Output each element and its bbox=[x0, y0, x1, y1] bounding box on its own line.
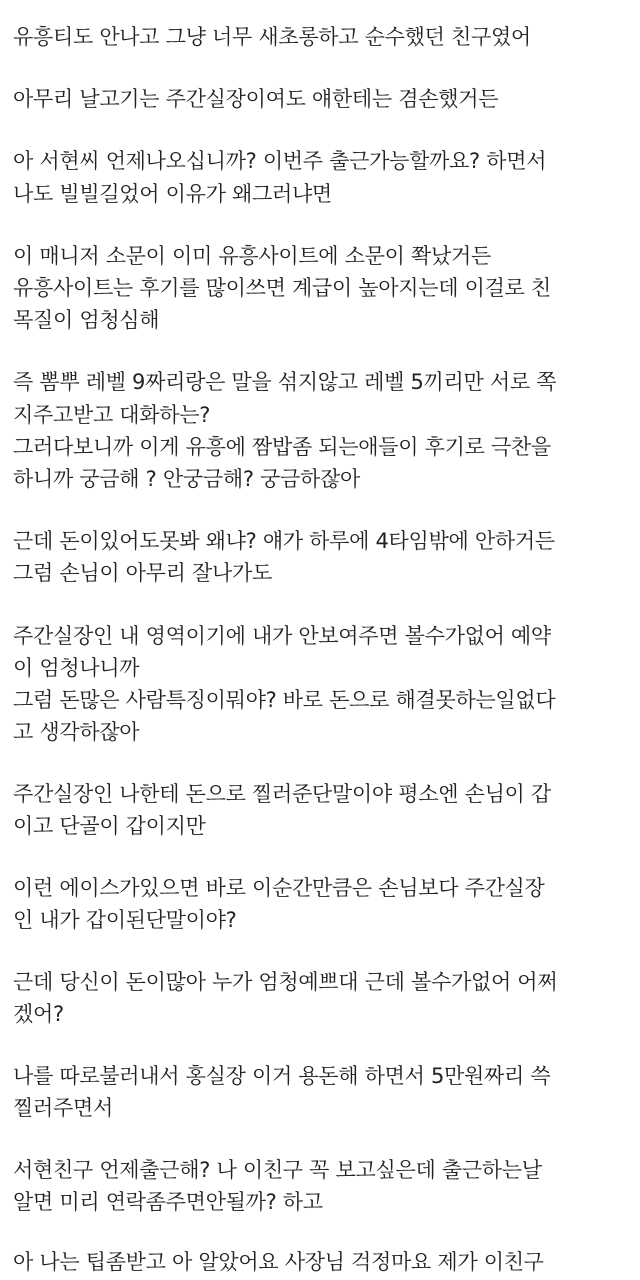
text-line: 이런 에이스가있으면 바로 이순간만큼은 손님보다 주간실장 bbox=[13, 876, 545, 900]
text-line: 고 생각하잖아 bbox=[13, 720, 140, 744]
text-line: 아무리 날고기는 주간실장이여도 얘한테는 겸손했거든 bbox=[13, 87, 499, 111]
text-line: 근데 돈이있어도못봐 왜냐? 얘가 하루에 4타임밖에 안하거든 bbox=[13, 529, 555, 553]
text-line: 그러다보니까 이게 유흥에 짬밥좀 되는애들이 후기로 극찬을 bbox=[13, 435, 551, 459]
text-line: 이고 단골이 갑이지만 bbox=[13, 814, 206, 838]
text-line: 주간실장인 나한테 돈으로 찔러준단말이야 평소엔 손님이 갑 bbox=[13, 782, 551, 806]
text-line: 하니까 궁금해 ? 안궁금해? 궁금하잖아 bbox=[13, 467, 360, 491]
text-line: 인 내가 갑이된단말이야? bbox=[13, 908, 237, 932]
text-line: 아 서현씨 언제나오십니까? 이번주 출근가능할까요? 하면서 bbox=[13, 149, 547, 173]
text-line: 유흥티도 안나고 그냥 너무 새초롱하고 순수했던 친구였어 bbox=[13, 25, 531, 49]
text-line: 유흥사이트는 후기를 많이쓰면 계급이 높아지는데 이걸로 친 bbox=[13, 276, 551, 300]
text-line: 그럼 돈많은 사람특징이뭐야? 바로 돈으로 해결못하는일없다 bbox=[13, 688, 556, 712]
text-line: 알면 미리 연락좀주면안될까? 하고 bbox=[13, 1190, 323, 1214]
text-line: 나도 빌빌길었어 이유가 왜그러냐면 bbox=[13, 182, 332, 206]
text-line: 그럼 손님이 아무리 잘나가도 bbox=[13, 561, 272, 585]
text-line: 지주고받고 대화하는? bbox=[13, 403, 211, 427]
text-line: 찔러주면서 bbox=[13, 1096, 113, 1120]
text-line: 주간실장인 내 영역이기에 내가 안보여주면 볼수가없어 예약 bbox=[13, 624, 551, 648]
text-line: 나를 따로불러내서 홍실장 이거 용돈해 하면서 5만원짜리 쓱 bbox=[13, 1064, 551, 1088]
text-line: 이 엄청나니까 bbox=[13, 656, 140, 680]
text-line: 즉 뽐뿌 레벨 9짜리랑은 말을 섞지않고 레벨 5끼리만 서로 쪽 bbox=[13, 370, 557, 394]
text-line: 아 나는 팁좀받고 아 알았어요 사장님 걱정마요 제가 이친구 bbox=[13, 1250, 544, 1274]
text-line: 겠어? bbox=[13, 1002, 64, 1026]
text-line: 근데 당신이 돈이많아 누가 엄청예쁘대 근데 볼수가없어 어쩌 bbox=[13, 970, 558, 994]
text-line: 목질이 엄청심해 bbox=[13, 308, 160, 332]
text-line: 이 매니저 소문이 이미 유흥사이트에 소문이 쫙났거든 bbox=[13, 244, 491, 268]
text-line: 서현친구 언제출근해? 나 이친구 꼭 보고싶은데 출근하는날 bbox=[13, 1158, 542, 1182]
